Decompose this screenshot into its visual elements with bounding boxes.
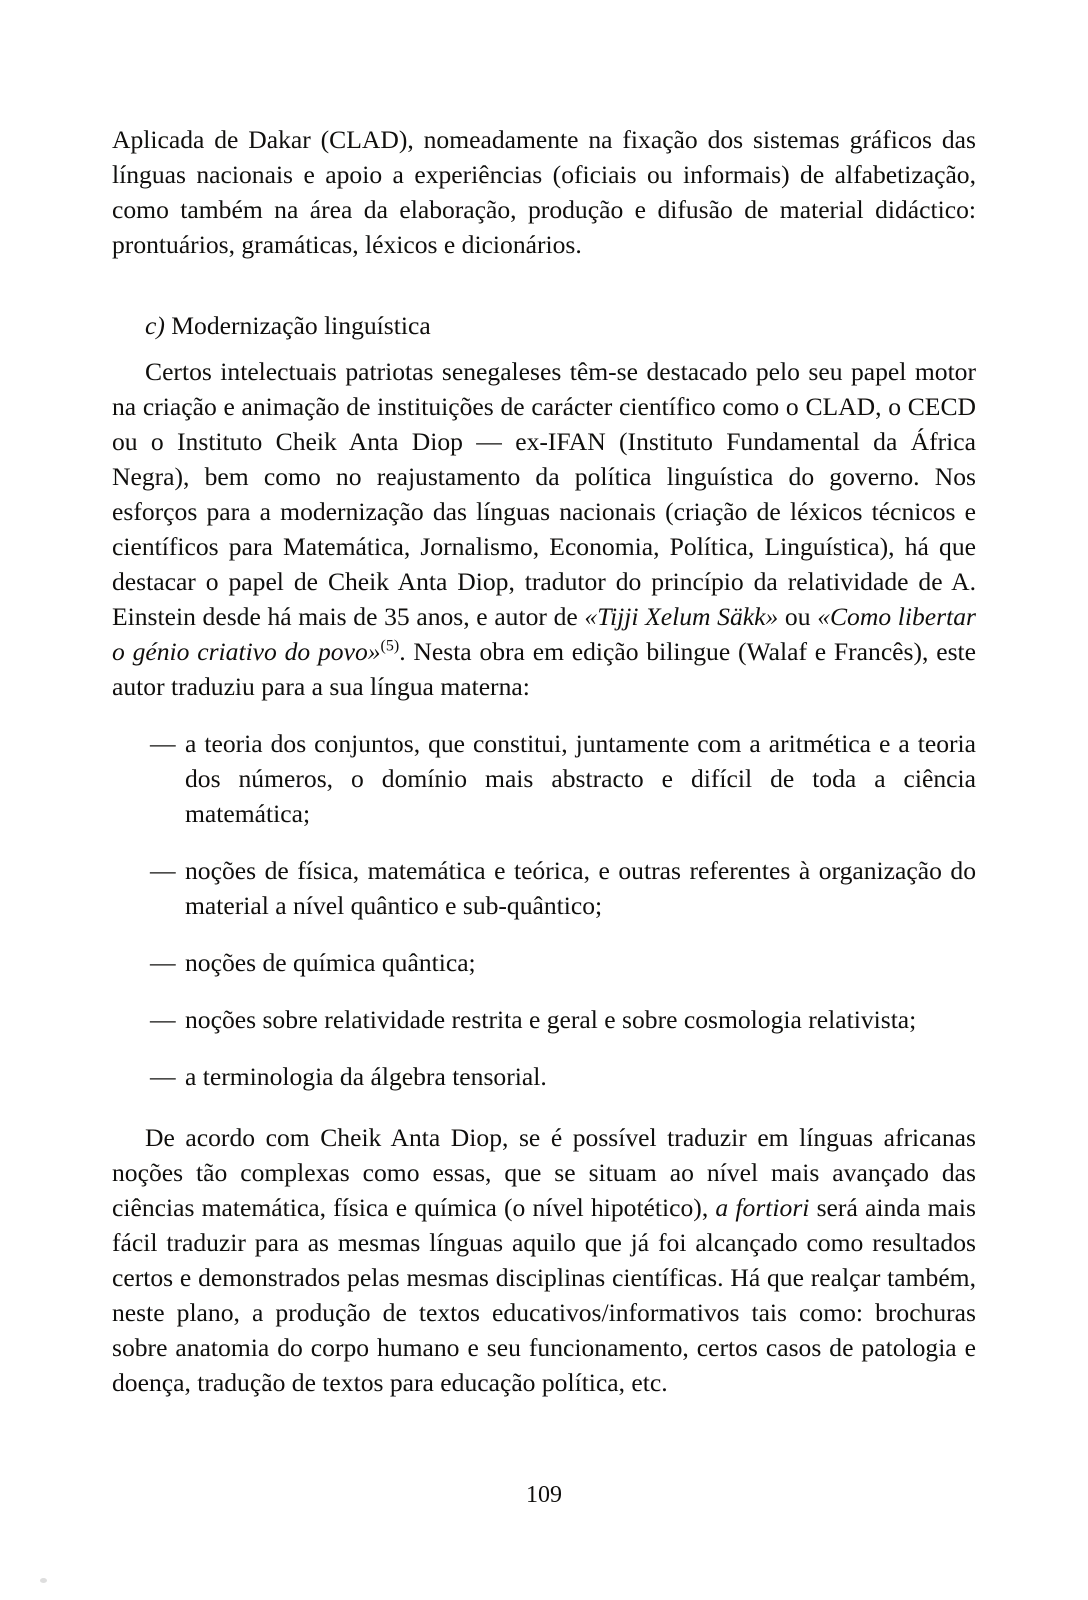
list-item-label: a teoria dos conjuntos, que constitui, juntamente com a aritmética e a teoria dos números, o domínio mais abstracto e difícil de toda a ciência matemática; [185, 729, 976, 828]
scan-artifact-speck [40, 1578, 47, 1583]
list-item-label: noções sobre relatividade restrita e geral e sobre cosmologia relativista; [185, 1005, 917, 1034]
section-title: Modernização linguística [171, 311, 431, 340]
book-title-tijji-xelum-sakk: «Tijji Xelum Säkk» [584, 602, 779, 631]
spacer [112, 343, 976, 354]
latin-phrase-a-fortiori: a fortiori [715, 1193, 810, 1222]
page-number: 109 [526, 1482, 562, 1508]
paragraph-continuation: Aplicada de Dakar (CLAD), nomeadamente na fixação dos sistemas gráficos das línguas nacionais e apoio a experiências (oficiais ou informais) de alfabetização, como também na área da elaboração, produção e difusão de material didáctico: prontuários, gramáticas, léxicos e dicionários. [112, 125, 976, 259]
paragraph-intellectuals [112, 354, 976, 704]
list-item [112, 1059, 976, 1094]
paragraph-text-part-3: . Nesta obra em edição bilingue (Walaf e Francês), este autor traduziu para a sua língua materna: [112, 637, 976, 701]
list-item-label: noções de física, matemática e teórica, e outras referentes à organização do material a nível quântico e sub-quântico; [185, 856, 976, 920]
paragraph-conclusion [112, 1120, 976, 1400]
list-item-label: noções de química quântica; [185, 948, 476, 977]
section-marker: c) [145, 311, 165, 340]
section-heading-c [112, 308, 976, 343]
footnote-reference-5: (5) [380, 637, 400, 655]
book-title-como-libertar: «Como libertar o génio criativo do povo» [112, 602, 976, 666]
spacer [112, 704, 976, 726]
em-dash-marker: — [150, 1062, 176, 1091]
spacer [112, 262, 976, 308]
em-dash-marker: — [150, 1005, 176, 1034]
em-dash-marker: — [150, 948, 176, 977]
translated-topics-list [112, 726, 976, 1094]
list-item [112, 945, 976, 980]
paragraph-text-part-2: ou [778, 602, 818, 631]
list-item [112, 853, 976, 923]
list-item [112, 726, 976, 831]
paragraph-text-part-2: será ainda mais fácil traduzir para as mesmas línguas aquilo que já foi alcançado como resultados certos e demonstrados pelas mesmas disciplinas científicas. Há que realçar também, neste plano, a produção de textos educativos/informativos tais como: brochuras sobre anatomia do corpo humano e seu funcionamento, certos casos de patologia e doença, tradução de textos para educação política, etc. [112, 1193, 976, 1397]
em-dash-marker: — [150, 856, 176, 885]
spacer [112, 1094, 976, 1120]
list-item-label: a terminologia da álgebra tensorial. [185, 1062, 547, 1091]
paragraph-text-part-1: De acordo com Cheik Anta Diop, se é possível traduzir em línguas africanas noções tão complexas como essas, que se situam ao nível mais avançado das ciências matemática, física e química (o nível hipotético), [112, 1123, 976, 1222]
em-dash-marker: — [150, 729, 176, 758]
list-item [112, 1002, 976, 1037]
paragraph-text-part-1: Certos intelectuais patriotas senegaleses têm-se destacado pelo seu papel motor na criação e animação de instituições de carácter científico como o CLAD, o CECD ou o Instituto Cheik Anta Diop — ex-IFAN (Instituto Fundamental da África Negra), bem como no reajustamento da política linguística do governo. Nos esforços para a modernização das línguas nacionais (criação de léxicos técnicos e científicos para Matemática, Jornalismo, Economia, Política, Linguística), há que destacar o papel de Cheik Anta Diop, tradutor do princípio da relatividade de A. Einstein desde há mais de 35 anos, e autor de [112, 357, 976, 631]
text-column [112, 122, 976, 1400]
